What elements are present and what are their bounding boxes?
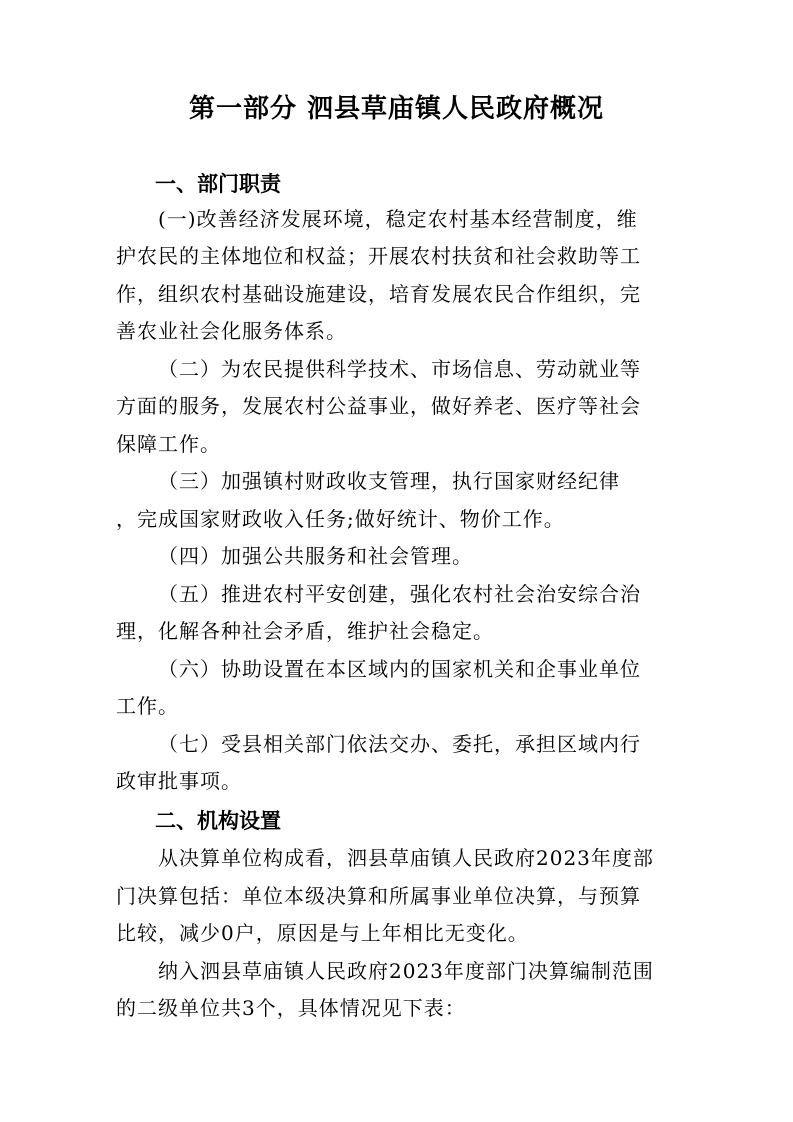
section-heading-duties: 一、部门职责	[155, 172, 281, 196]
paragraph-line: （五）推进农村平安创建，强化农村社会治安综合治	[158, 582, 641, 606]
paragraph-line: 从决算单位构成看，泗县草庙镇人民政府2023年度部	[158, 846, 654, 870]
paragraph-line: 的二级单位共3个，具体情况见下表：	[116, 996, 466, 1020]
paragraph-line: 门决算包括：单位本级决算和所属事业单位决算，与预算	[116, 884, 641, 908]
paragraph-line: 护农民的主体地位和权益；开展农村扶贫和社会救助等工	[116, 244, 641, 268]
paragraph-line: 纳入泗县草庙镇人民政府2023年度部门决算编制范围	[158, 959, 654, 983]
page-title: 第一部分 泗县草庙镇人民政府概况	[188, 94, 605, 124]
paragraph-line: 工作。	[116, 694, 179, 718]
paragraph-line: （四）加强公共服务和社会管理。	[158, 544, 473, 568]
paragraph-line: 善农业社会化服务体系。	[116, 319, 347, 343]
paragraph-line: 方面的服务，发展农村公益事业，做好养老、医疗等社会	[116, 394, 641, 418]
paragraph-line: 政审批事项。	[116, 769, 242, 793]
paragraph-line: 保障工作。	[116, 432, 221, 456]
paragraph-line: (一)改善经济发展环境，稳定农村基本经营制度，维	[158, 207, 638, 231]
paragraph-line: 理，化解各种社会矛盾，维护社会稳定。	[116, 619, 494, 643]
section-heading-structure: 二、机构设置	[155, 809, 281, 833]
paragraph-line: （六）协助设置在本区域内的国家机关和企事业单位	[158, 657, 641, 681]
paragraph-line: 比较，减少0户，原因是与上年相比无变化。	[116, 921, 529, 945]
paragraph-line: ，完成国家财政收入任务;做好统计、物价工作。	[116, 507, 565, 531]
paragraph-line: 作，组织农村基础设施建设，培育发展农民合作组织，完	[116, 282, 641, 306]
paragraph-line: （三）加强镇村财政收支管理，执行国家财经纪律	[158, 469, 620, 493]
paragraph-line: （二）为农民提供科学技术、市场信息、劳动就业等	[158, 357, 641, 381]
paragraph-line: （七）受县相关部门依法交办、委托，承担区域内行	[158, 732, 641, 756]
